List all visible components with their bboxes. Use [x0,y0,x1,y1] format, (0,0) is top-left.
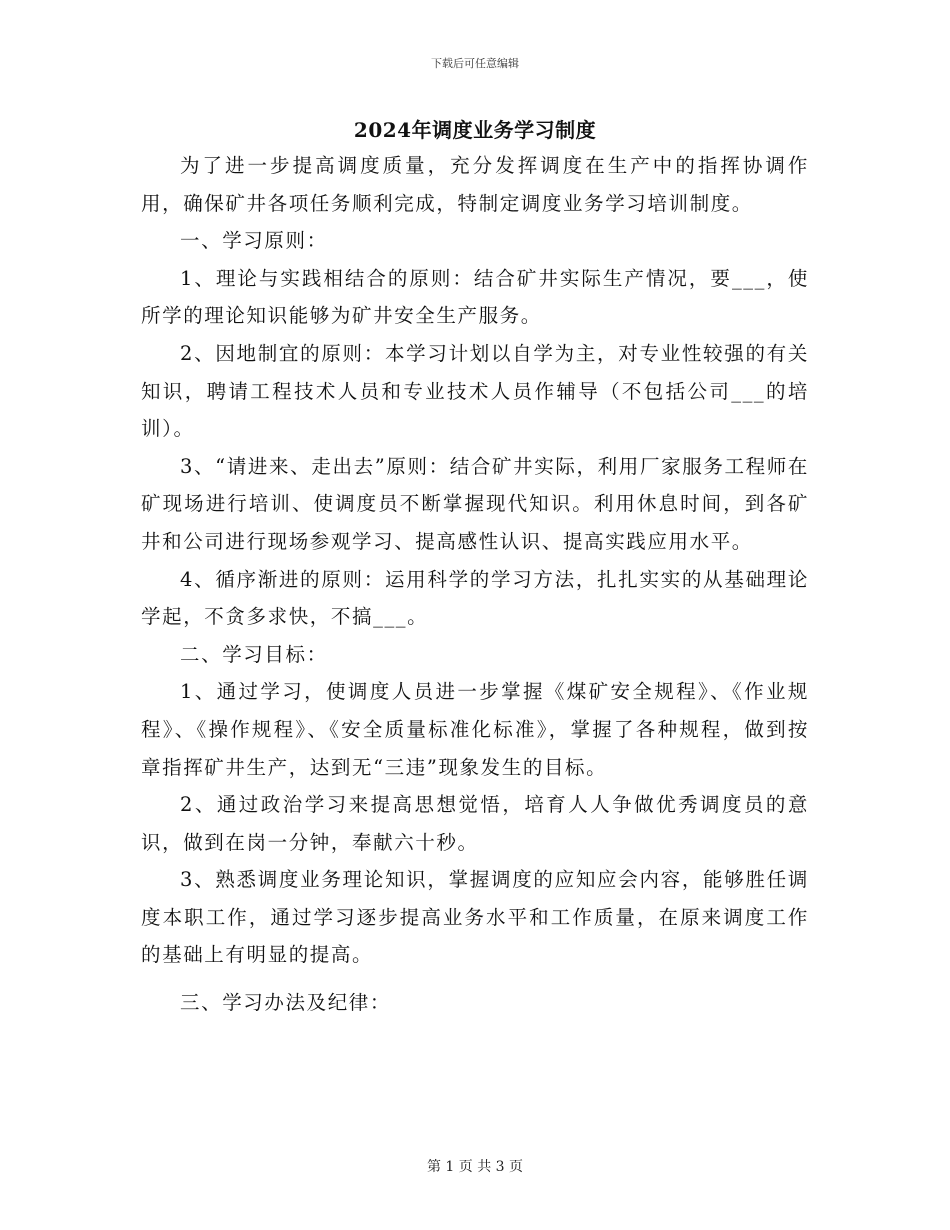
body-paragraph: 1、通过学习，使调度人员进一步掌握《煤矿安全规程》、《作业规程》、《操作规程》、《安全质量标准化标准》，掌握了各种规程，做到按章指挥矿井生产，达到无“三违”现象发生的目标。 [141,680,809,779]
body-paragraph: 3、熟悉调度业务理论知识，掌握调度的应知应会内容，能够胜任调度本职工作，通过学习逐步提高业务水平和工作质量，在原来调度工作的基础上有明显的提高。 [141,868,809,967]
body-paragraph: 2、因地制宜的原则：本学习计划以自学为主，对专业性较强的有关知识，聘请工程技术人员和专业技术人员作辅导（不包括公司___的培训）。 [141,341,809,441]
section-heading: 三、学习办法及纪律： [180,991,392,1015]
document-title: 2024年调度业务学习制度 [353,118,597,142]
body-paragraph: 3、“请进来、走出去”原则：结合矿井实际，利用厂家服务工程师在矿现场进行培训、使调度员不断掌握现代知识。利用休息时间，到各矿井和公司进行现场参观学习、提高感性认识、提高实践应用水平。 [141,454,809,553]
intro-paragraph: 为了进一步提高调度质量，充分发挥调度在生产中的指挥协调作用，确保矿井各项任务顺利完成，特制定调度业务学习培训制度。 [141,154,809,215]
body-paragraph: 1、理论与实践相结合的原则：结合矿井实际生产情况，要___，使所学的理论知识能够为矿井安全生产服务。 [141,266,809,328]
section-heading: 一、学习原则： [180,229,328,253]
body-paragraph: 4、循序渐进的原则：运用科学的学习方法，扎扎实实的从基础理论学起，不贪多求快，不搞___。 [141,567,809,629]
body-paragraph: 2、通过政治学习来提高思想觉悟，培育人人争做优秀调度员的意识，做到在岗一分钟，奉献六十秒。 [141,793,809,854]
page-header: 下载后可任意编辑 [431,57,519,70]
document-body [141,147,809,1022]
section-heading: 二、学习目标： [180,642,328,666]
page-number: 第 1 页 共 3 页 [426,1159,524,1175]
